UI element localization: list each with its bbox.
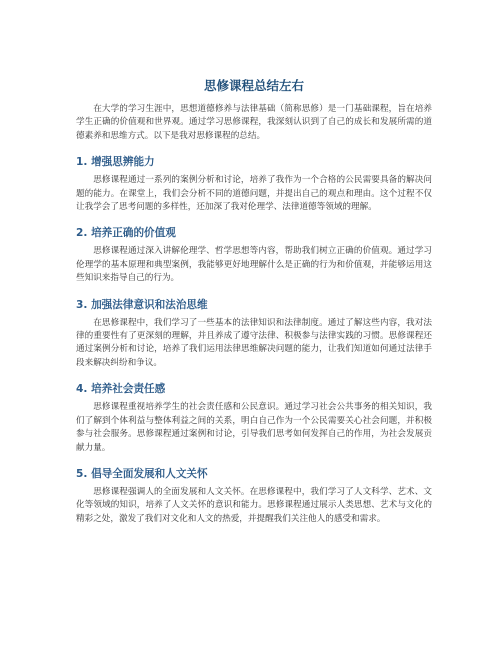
section-heading: 5. 倡导全面发展和人文关怀 — [76, 467, 208, 480]
section-2 — [76, 226, 432, 285]
section-heading: 2. 培养正确的价值观 — [76, 227, 176, 240]
section-1 — [76, 155, 432, 214]
section-heading: 3. 加强法律意识和法治思维 — [76, 298, 208, 311]
document-page — [76, 78, 432, 526]
section-4 — [76, 382, 432, 455]
section-heading: 4. 培养社会责任感 — [76, 383, 166, 396]
section-paragraph: 思修课程重视培养学生的社会责任感和公民意识。通过学习社会公共事务的相关知识，我们了解到个体利益与整体利益之间的关系，明白自己作为一个公民需要关心社会问题，并积极参与社会服务。思修课程通过案例和讨论，引导我们思考如何发挥自己的作用，为社会发展贡献力量。 — [76, 402, 432, 453]
section-paragraph: 思修课程通过深入讲解伦理学、哲学思想等内容，帮助我们树立正确的价值观。通过学习伦理学的基本原理和典型案例，我能够更好地理解什么是正确的行为和价值观，并能够运用这些知识来指导自己的行为。 — [76, 246, 432, 284]
intro-paragraph: 在大学的学习生涯中，思想道德修养与法律基础（简称思修）是一门基础课程，旨在培养学生正确的价值观和世界观。通过学习思修课程，我深刻认识到了自己的成长和发展所需的道德素养和思维方式。以下是我对思修课程的总结。 — [76, 104, 432, 141]
section-paragraph: 在思修课程中，我们学习了一些基本的法律知识和法律制度。通过了解这些内容，我对法律的重要性有了更深刻的理解，并且养成了遵守法律、积极参与法律实践的习惯。思修课程还通过案例分析和讨论，培养了我们运用法律思维解决问题的能力，让我们知道如何通过法律手段来解决纠纷和争议。 — [76, 317, 432, 368]
section-3 — [76, 298, 432, 371]
section-heading: 1. 增强思辨能力 — [76, 156, 155, 169]
section-paragraph: 思修课程通过一系列的案例分析和讨论，培养了我作为一个合格的公民需要具备的解决问题的能力。在课堂上，我们会分析不同的道德问题，并提出自己的观点和理由。这个过程不仅让我学会了思考问题的多样性，还加深了我对伦理学、法律道德等领域的理解。 — [76, 175, 432, 213]
section-5 — [76, 467, 432, 526]
document-title: 思修课程总结左右 — [203, 78, 304, 93]
section-paragraph: 思修课程强调人的全面发展和人文关怀。在思修课程中，我们学习了人文科学、艺术、文化等领域的知识，培养了人文关怀的意识和能力。思修课程通过展示人类思想、艺术与文化的精彩之处，激发了我们对文化和人文的热爱，并提醒我们关注他人的感受和需求。 — [76, 486, 432, 524]
